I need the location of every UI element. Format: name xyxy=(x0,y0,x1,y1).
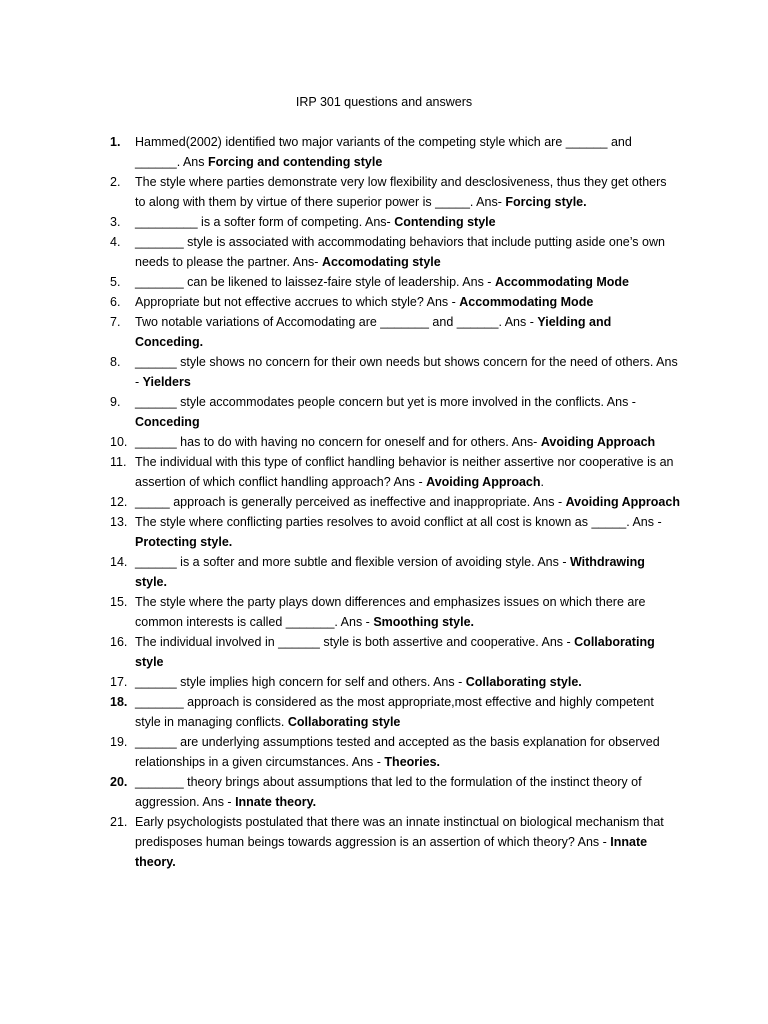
question-number: 10. xyxy=(110,435,128,449)
question-item xyxy=(110,392,680,432)
question-item xyxy=(110,212,680,232)
answer-text: Forcing style. xyxy=(505,195,587,209)
answer-text: Collaborating style xyxy=(135,635,655,669)
question-item xyxy=(110,692,680,732)
question-item xyxy=(110,772,680,812)
question-number: 18. xyxy=(110,695,128,709)
question-number: 14. xyxy=(110,555,128,569)
question-number: 13. xyxy=(110,515,128,529)
answer-text: Avoiding Approach xyxy=(540,435,656,449)
trailing-punctuation: . xyxy=(540,475,544,489)
question-number: 4. xyxy=(110,235,121,249)
question-text: ______ style implies high concern for self and others. Ans - xyxy=(135,675,466,689)
question-text: Early psychologists postulated that there was an innate instinctual on biological mechanism that predisposes human beings towards aggression is an assertion of which theory? Ans - xyxy=(135,815,664,849)
answer-text: Theories. xyxy=(384,755,440,769)
answer-text: Collaborating style. xyxy=(465,675,582,689)
question-text: _______ can be likened to laissez-faire style of leadership. Ans - xyxy=(135,275,495,289)
question-text: The individual with this type of conflict handling behavior is neither assertive nor cooperative is an assertion of which conflict handling approach? Ans - xyxy=(135,455,674,489)
question-number: 21. xyxy=(110,815,128,829)
question-number: 9. xyxy=(110,395,121,409)
question-text: _____ approach is generally perceived as ineffective and inappropriate. Ans - xyxy=(135,495,566,509)
question-item xyxy=(110,552,680,592)
question-item xyxy=(110,672,680,692)
answer-text: Smoothing style. xyxy=(373,615,475,629)
question-item xyxy=(110,292,680,312)
question-number: 16. xyxy=(110,635,128,649)
answer-text: Accommodating Mode xyxy=(494,275,629,289)
question-text: The individual involved in ______ style is both assertive and cooperative. Ans - xyxy=(135,635,575,649)
question-number: 2. xyxy=(110,175,121,189)
question-text: Appropriate but not effective accrues to which style? Ans - xyxy=(135,295,460,309)
question-item xyxy=(110,232,680,272)
question-number: 17. xyxy=(110,675,128,689)
question-number: 7. xyxy=(110,315,121,329)
question-number: 15. xyxy=(110,595,128,609)
question-item xyxy=(110,272,680,292)
question-text: ______ has to do with having no concern for oneself and for others. Ans- xyxy=(135,435,541,449)
question-number: 8. xyxy=(110,355,121,369)
question-text: The style where parties demonstrate very low flexibility and desclosiveness, thus they get others to along with them by virtue of there superior power is _____. Ans- xyxy=(135,175,667,209)
answer-text: Yielding and Conceding. xyxy=(135,315,612,349)
question-text: _______ approach is considered as the most appropriate,most effective and highly competent style in managing conflicts. xyxy=(135,695,654,729)
question-number: 20. xyxy=(110,775,128,789)
question-item xyxy=(110,132,680,172)
answer-text: Accommodating Mode xyxy=(459,295,594,309)
answer-text: Protecting style. xyxy=(135,535,233,549)
question-text: Hammed(2002) identified two major variants of the competing style which are ______ and ______. Ans xyxy=(135,135,632,169)
question-text: ______ are underlying assumptions tested and accepted as the basis explanation for observed relationships in a given circumstances. Ans - xyxy=(135,735,660,769)
question-text: Two notable variations of Accomodating are _______ and ______. Ans - xyxy=(135,315,538,329)
question-item xyxy=(110,592,680,632)
answer-text: Innate theory. xyxy=(235,795,317,809)
question-text: _______ theory brings about assumptions that led to the formulation of the instinct theory of aggression. Ans - xyxy=(135,775,642,809)
question-text: The style where conflicting parties resolves to avoid conflict at all cost is known as _____. Ans - xyxy=(135,515,662,529)
question-number: 11. xyxy=(110,455,127,469)
question-text: ______ style shows no concern for their own needs but shows concern for the need of others. Ans - xyxy=(135,355,678,389)
answer-text: Contending style xyxy=(394,215,496,229)
answer-text: Conceding xyxy=(135,415,200,429)
question-number: 12. xyxy=(110,495,128,509)
question-item xyxy=(110,732,680,772)
question-number: 3. xyxy=(110,215,121,229)
answer-text: Yielders xyxy=(142,375,191,389)
question-item xyxy=(110,432,680,452)
question-number: 6. xyxy=(110,295,121,309)
question-text: The style where the party plays down differences and emphasizes issues on which there are common interests is called _______. Ans - xyxy=(135,595,646,629)
question-item xyxy=(110,452,680,492)
question-text: ______ style accommodates people concern but yet is more involved in the conflicts. Ans - xyxy=(135,395,636,409)
question-text: ______ is a softer and more subtle and flexible version of avoiding style. Ans - xyxy=(135,555,570,569)
question-text: _________ is a softer form of competing. Ans- xyxy=(135,215,395,229)
question-item xyxy=(110,632,680,672)
answer-text: Avoiding Approach xyxy=(426,475,541,489)
question-text: _______ style is associated with accommodating behaviors that include putting aside one’s own needs to please the partner. Ans- xyxy=(135,235,665,269)
question-item xyxy=(110,492,680,512)
answer-text: Collaborating style xyxy=(287,715,401,729)
question-number: 1. xyxy=(110,135,121,149)
question-item xyxy=(110,352,680,392)
question-item xyxy=(110,812,680,872)
question-number: 19. xyxy=(110,735,128,749)
question-item xyxy=(110,172,680,212)
question-item xyxy=(110,512,680,552)
question-list xyxy=(110,132,680,872)
document-title: IRP 301 questions and answers xyxy=(295,95,473,109)
answer-text: Forcing and contending style xyxy=(207,155,383,169)
answer-text: Withdrawing style. xyxy=(135,555,645,589)
question-item xyxy=(110,312,680,352)
question-number: 5. xyxy=(110,275,121,289)
answer-text: Accomodating style xyxy=(321,255,441,269)
answer-text: Avoiding Approach xyxy=(565,495,680,509)
answer-text: Innate theory. xyxy=(135,835,648,869)
